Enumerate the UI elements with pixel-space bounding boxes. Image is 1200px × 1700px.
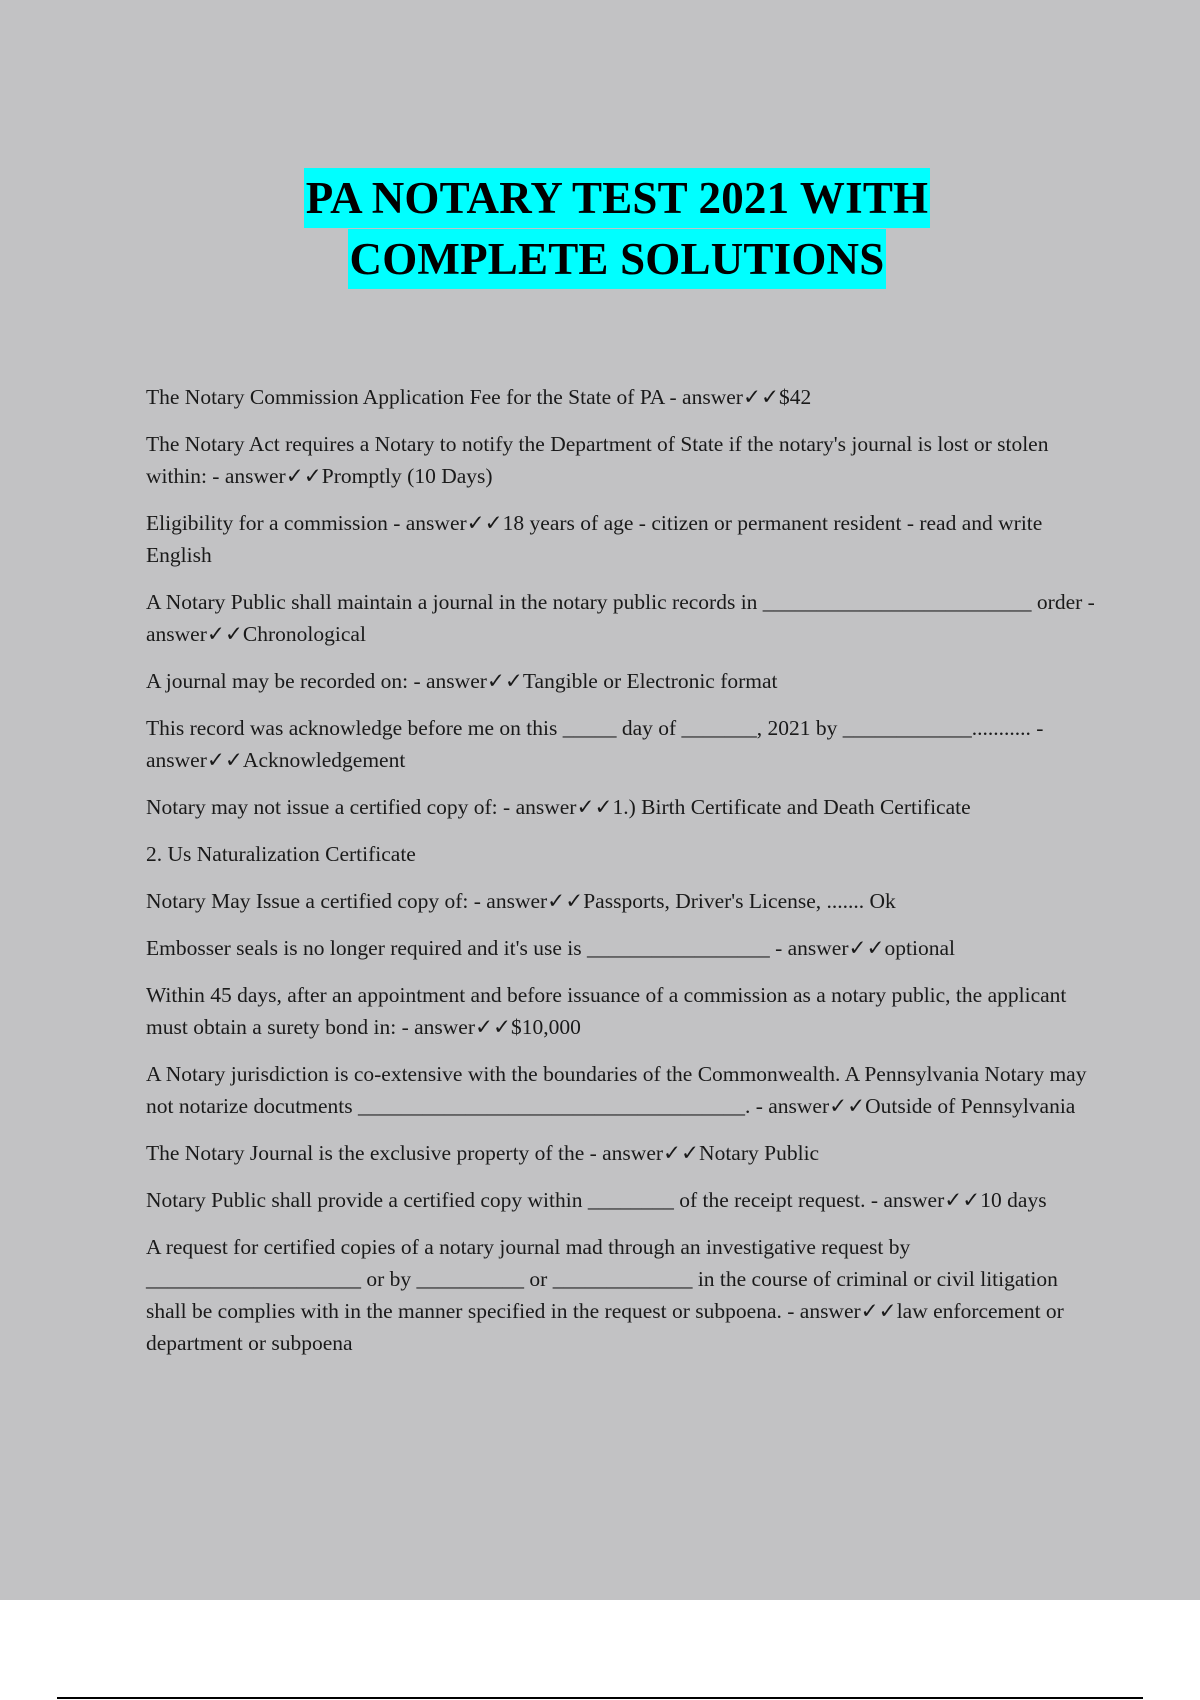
- qa-item-jurisdiction: A Notary jurisdiction is co-extensive with the boundaries of the Commonwealth. A Pennsylvania Notary may not notarize docutments ____________________________________. - answer✓✓Outside of Pennsylvania: [146, 1062, 1087, 1118]
- qa-item-certified-copy-time: Notary Public shall provide a certified copy within ________ of the receipt request. - answer✓✓10 days: [146, 1188, 1047, 1212]
- qa-item-acknowledgement: This record was acknowledge before me on this _____ day of _______, 2021 by ____________........... - answer✓✓Acknowledgement: [146, 716, 1044, 772]
- qa-item-may-not-certify: Notary may not issue a certified copy of: - answer✓✓1.) Birth Certificate and Death Certificate: [146, 795, 971, 819]
- title-line-1: PA NOTARY TEST 2021 WITH: [304, 168, 931, 228]
- qa-item-application-fee: The Notary Commission Application Fee for the State of PA - answer✓✓$42: [146, 385, 812, 409]
- qa-item-naturalization: 2. Us Naturalization Certificate: [146, 842, 416, 866]
- document-title: [0, 168, 1200, 290]
- qa-item-investigative-request: A request for certified copies of a notary journal mad through an investigative request by ____________________ or by __________ or _____________ in the course of criminal or civil litigation shall be complies with in the manner specified in the request or subpoena. - answer✓✓law enforcement or department or subpoena: [146, 1235, 1064, 1355]
- qa-item-may-certify: Notary May Issue a certified copy of: - answer✓✓Passports, Driver's License, ....... Ok: [146, 889, 896, 913]
- qa-list: [146, 381, 1096, 1374]
- qa-item-journal-property: The Notary Journal is the exclusive property of the - answer✓✓Notary Public: [146, 1141, 820, 1165]
- qa-item-journal-order: A Notary Public shall maintain a journal in the notary public records in _________________________ order - answer✓✓Chronological: [146, 590, 1095, 646]
- qa-item-embosser: Embosser seals is no longer required and it's use is _________________ - answer✓✓optional: [146, 936, 956, 960]
- qa-item-journal-lost: The Notary Act requires a Notary to notify the Department of State if the notary's journal is lost or stolen within: - answer✓✓Promptly (10 Days): [146, 432, 1049, 488]
- footer-divider: [57, 1697, 1143, 1699]
- qa-item-eligibility: Eligibility for a commission - answer✓✓18 years of age - citizen or permanent resident - read and write English: [146, 511, 1043, 567]
- qa-item-surety-bond: Within 45 days, after an appointment and before issuance of a commission as a notary public, the applicant must obtain a surety bond in: - answer✓✓$10,000: [146, 983, 1067, 1039]
- qa-item-journal-format: A journal may be recorded on: - answer✓✓Tangible or Electronic format: [146, 669, 778, 693]
- title-line-2: COMPLETE SOLUTIONS: [348, 229, 887, 289]
